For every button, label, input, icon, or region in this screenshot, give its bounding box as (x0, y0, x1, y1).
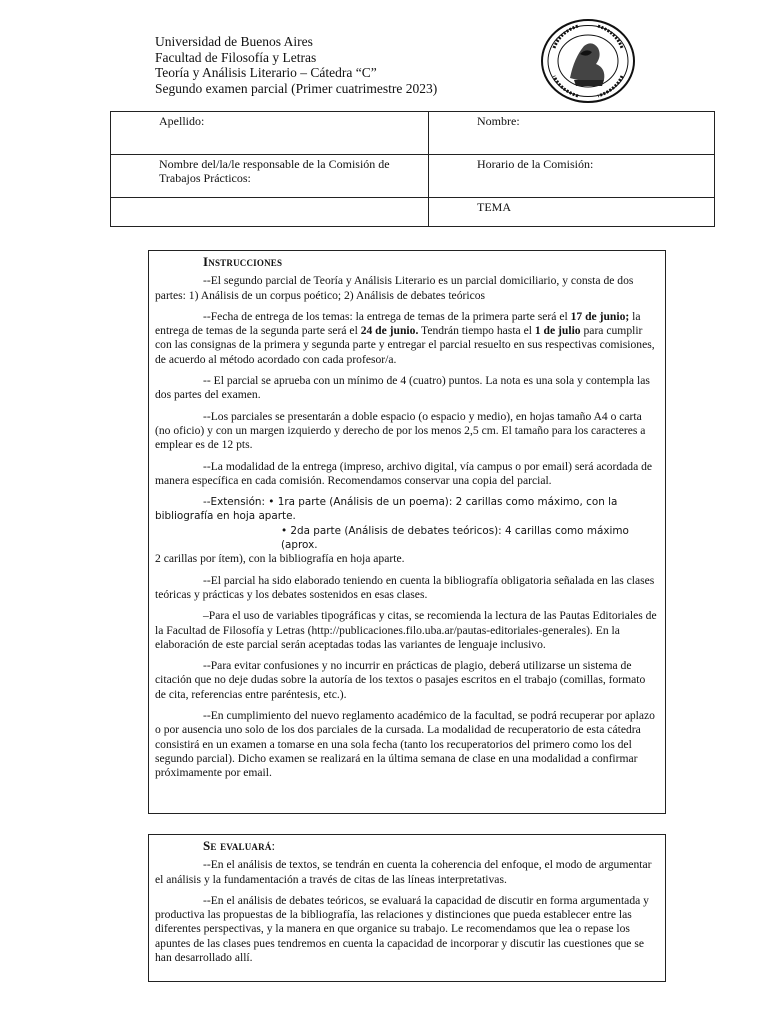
tema-cell[interactable] (429, 198, 715, 227)
instruccion-extension-2: • 2da parte (Análisis de debates teóricos): 4 carillas como máximo (aprox. 2 carillas por ítem), con la bibliografía en hoja aparte. (155, 524, 629, 566)
instruccion-formato: --Los parciales se presentarán a doble espacio (o espacio y medio), en hojas tamaño A4 o carta (no oficio) y con un margen izquierdo y derecho de por los menos 2,5 cm. El tamaño para los caracteres a emplear es de 12 pts. (155, 409, 646, 452)
student-info-table (110, 111, 715, 227)
tema-label: TEMA (477, 200, 511, 214)
nombre-cell[interactable] (429, 112, 715, 155)
instruccion-bibliografia: --El parcial ha sido elaborado teniendo en cuenta la bibliografía obligatoria señalada en las clases teóricas y prácticas y los debates sostenidos en esas clases. (155, 573, 655, 601)
evaluara-box (148, 834, 666, 982)
instruccion-plagio: --Para evitar confusiones y no incurrir en prácticas de plagio, deberá utilizarse un sistema de citación que no deje dudas sobre la autoría de los textos o pasajes escritos en el trabajo (comillas, formato de cita, referencias entre paréntesis, etc.). (155, 659, 646, 701)
instruccion-aprobacion: -- El parcial se aprueba con un mínimo de 4 (cuatro) puntos. La nota es una sola y contempla las dos partes del examen. (155, 374, 650, 402)
instruccion-pautas: –Para el uso de variables tipográficas y citas, se recomienda la lectura de las Pautas Editoriales de la Facultad de Filosofía y Letras (http://publicaciones.filo.uba.ar/pautas-editoriales-generales). En la elaboración de este parcial serán aceptadas todas las variantes de lenguaje inclusivo. (155, 609, 657, 651)
apellido-cell[interactable] (111, 112, 429, 155)
tema-left-cell[interactable] (111, 198, 429, 227)
responsable-cell[interactable] (111, 155, 429, 198)
horario-cell[interactable] (429, 155, 715, 198)
instruccion-modalidad: --La modalidad de la entrega (impreso, archivo digital, vía campus o por email) será acordada de manera específica en cada comisión. Recomendamos conservar una copia del parcial. (155, 459, 653, 487)
responsable-label: Nombre del/la/le responsable de la Comisión de Trabajos Prácticos: (159, 157, 390, 185)
evaluara-title: Se evaluará: (203, 838, 276, 853)
instruccion-fechas: --Fecha de entrega de los temas: la entrega de temas de la primera parte será el 17 de junio; la entrega de temas de la segunda parte será el 24 de junio. Tendrán tiempo hasta el 1 de julio para cumplir con las consignas de la primera y segunda parte y entregar el parcial resuelto en sus respectivas comisiones, de acuerdo al método acordado con cada profesor/a. (155, 309, 655, 366)
evaluara-textos: --En el análisis de textos, se tendrán en cuenta la coherencia del enfoque, el modo de argumentar el análisis y la fundamentación a través de citas de las líneas interpretativas. (155, 858, 652, 886)
instruccion-extension: --Extensión: • 1ra parte (Análisis de un poema): 2 carillas como máximo, con la bibliografía en hoja aparte. (155, 496, 618, 523)
header-course: Teoría y Análisis Literario – Cátedra “C” (155, 65, 377, 80)
apellido-label: Apellido: (159, 114, 205, 128)
nombre-label: Nombre: (477, 114, 520, 128)
header-university: Universidad de Buenos Aires (155, 34, 313, 49)
university-seal-icon (540, 18, 636, 104)
instrucciones-title: Instrucciones (203, 254, 283, 269)
instruccion-partes: --El segundo parcial de Teoría y Análisis Literario es un parcial domiciliario, y consta de dos partes: 1) Análisis de un corpus poético; 2) Análisis de debates teóricos (155, 274, 634, 302)
document-header (155, 34, 437, 96)
instrucciones-box (148, 250, 666, 814)
instruccion-recuperatorio: --En cumplimiento del nuevo reglamento académico de la facultad, se podrá recuperar por aplazo o por ausencia uno solo de los dos parciales de la cursada. La modalidad de recuperatorio de esta cátedra consistirá en un examen a tomarse en una sola fecha (tanto los recuperatorios del primero como los del segundo parcial). Dicho examen se realizará en la última semana de clase en una modalidad a confirmar próximamente por email. (155, 709, 655, 780)
header-exam: Segundo examen parcial (Primer cuatrimestre 2023) (155, 80, 438, 96)
evaluara-debates: --En el análisis de debates teóricos, se evaluará la capacidad de discutir en forma argumentada y productiva las propuestas de la bibliografía, las relaciones y distinciones que pueda establecer entre las diferentes perspectivas, y la manera en que organice su trabajo. Le recomendamos que lea o repase los apuntes de las clases pues tendremos en cuenta la capacidad de incorporar y discutir las cuestiones que se han desarrollado allí. (155, 893, 649, 965)
header-faculty: Facultad de Filosofía y Letras (155, 49, 317, 65)
horario-label: Horario de la Comisión: (477, 157, 594, 171)
